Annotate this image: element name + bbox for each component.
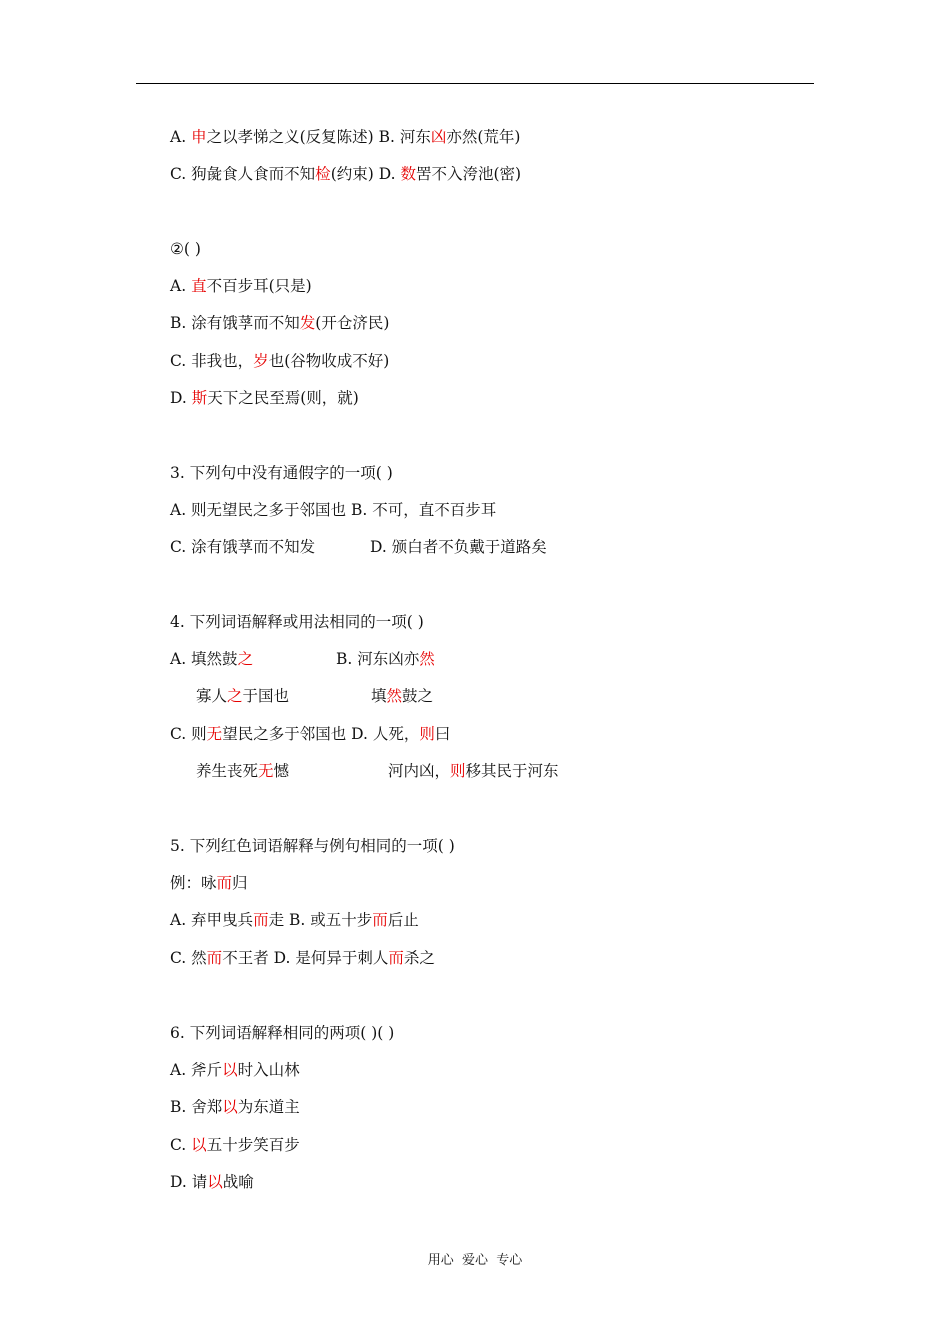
text-segment: 为东道主 — [237, 1098, 300, 1116]
text-segment: 战喻 — [222, 1173, 254, 1191]
highlighted-word: 则 — [450, 762, 466, 780]
highlighted-word: 之 — [227, 687, 243, 705]
question-6-heading — [170, 1023, 394, 1043]
highlighted-word: 申 — [191, 128, 207, 146]
question-2-1-options-cd — [170, 164, 521, 184]
text-segment: C. 非我也， — [170, 352, 254, 370]
text-segment: 之以孝悌之义(反复陈述) B. 河东 — [206, 128, 431, 146]
question-4-option-a-line2 — [196, 686, 289, 706]
text-segment: 6. 下列词语解释相同的两项( )( ) — [170, 1024, 395, 1042]
text-segment: C. — [170, 1136, 192, 1154]
text-segment: 憾 — [273, 762, 290, 780]
highlighted-word: 则 — [419, 725, 435, 743]
text-segment: A. — [170, 128, 192, 146]
question-6-option-c — [170, 1135, 300, 1155]
text-segment: C. 则 — [170, 725, 207, 743]
question-2-1-options-ab — [170, 127, 520, 147]
text-segment: 河内凶， — [388, 762, 451, 780]
highlighted-word: 而 — [388, 949, 404, 967]
highlighted-word: 无 — [258, 762, 274, 780]
text-segment: 归 — [232, 874, 248, 892]
question-5-options-cd — [170, 948, 435, 968]
text-segment: A. 弃甲曳兵 — [170, 911, 254, 929]
question-5-heading — [170, 836, 455, 856]
text-segment: 填 — [371, 687, 387, 705]
text-segment: 曰 — [434, 725, 451, 743]
question-2-2-option-d — [170, 388, 359, 408]
question-6-option-b — [170, 1097, 300, 1117]
question-2-2-option-c — [170, 351, 389, 371]
highlighted-word: 检 — [315, 165, 331, 183]
text-segment: 也(谷物收成不好) — [268, 352, 390, 370]
question-6-option-d — [170, 1172, 254, 1192]
text-segment: 养生丧死 — [196, 762, 259, 780]
text-segment: A. 斧斤 — [170, 1061, 223, 1079]
question-4-option-d-line2 — [388, 761, 559, 781]
question-4-option-b-line2 — [371, 686, 433, 706]
highlighted-word: 而 — [206, 949, 223, 967]
text-segment: (约束) D. — [330, 165, 401, 183]
text-segment: 鼓之 — [402, 687, 434, 705]
text-segment: D. 请 — [170, 1173, 208, 1191]
highlighted-word: 以 — [207, 1173, 223, 1191]
highlighted-word: 凶 — [430, 128, 447, 146]
highlighted-word: 然 — [386, 687, 403, 705]
text-segment: ②( ) — [170, 240, 201, 258]
highlighted-word: 斯 — [191, 389, 208, 407]
text-segment: 不王者 D. 是何异于刺人 — [222, 949, 389, 967]
text-segment: 望民之多于邻国也 D. 人死， — [222, 725, 420, 743]
text-segment: 于国也 — [242, 687, 290, 705]
question-3-option-c — [170, 537, 315, 557]
question-4-heading — [170, 612, 424, 632]
question-4-option-c-line2 — [196, 761, 289, 781]
highlighted-word: 以 — [222, 1061, 238, 1079]
highlighted-word: 直 — [191, 277, 207, 295]
text-segment: C. 涂有饿莩而不知发 — [170, 538, 316, 556]
text-segment: A. 填然鼓 — [170, 650, 238, 668]
highlighted-word: 以 — [191, 1136, 207, 1154]
highlighted-word: 然 — [419, 650, 435, 668]
text-segment: C. 然 — [170, 949, 207, 967]
highlighted-word: 之 — [237, 650, 254, 668]
highlighted-word: 岁 — [253, 352, 269, 370]
highlighted-word: 数 — [400, 165, 416, 183]
text-segment: 杀之 — [403, 949, 435, 967]
question-3-option-d — [370, 537, 547, 557]
page-footer: 用心 爱心 专心 — [427, 1253, 523, 1268]
question-5-options-ab — [170, 910, 419, 930]
text-segment: 五十步笑百步 — [206, 1136, 300, 1154]
question-5-example — [170, 873, 248, 893]
highlighted-word: 发 — [299, 314, 316, 332]
highlighted-word: 而 — [372, 911, 388, 929]
text-segment: 3. 下列句中没有通假字的一项( ) — [170, 464, 393, 482]
text-segment: 4. 下列词语解释或用法相同的一项( ) — [170, 613, 424, 631]
header-rule — [136, 83, 814, 84]
highlighted-word: 而 — [216, 874, 233, 892]
question-3-options-ab — [170, 500, 496, 520]
text-segment: 走 B. 或五十步 — [268, 911, 373, 929]
question-4-option-a — [170, 649, 253, 669]
highlighted-word: 而 — [253, 911, 269, 929]
question-3-heading — [170, 463, 393, 483]
highlighted-word: 以 — [222, 1098, 238, 1116]
question-4-option-b — [336, 649, 435, 669]
text-segment: 后止 — [387, 911, 419, 929]
text-segment: B. 河东凶亦 — [336, 650, 420, 668]
highlighted-word: 无 — [206, 725, 223, 743]
text-segment: A. — [170, 277, 192, 295]
text-segment: 寡人 — [196, 687, 228, 705]
text-segment: D. — [170, 389, 192, 407]
question-2-2-option-a — [170, 276, 312, 296]
text-segment: A. 则无望民之多于邻国也 B. 不可，直不百步耳 — [170, 501, 497, 519]
text-segment: 例：咏 — [170, 874, 217, 892]
text-segment: B. 舍郑 — [170, 1098, 223, 1116]
text-segment: 天下之民至焉(则，就) — [207, 389, 359, 407]
text-segment: B. 涂有饿莩而不知 — [170, 314, 300, 332]
question-2-2-option-b — [170, 313, 389, 333]
text-segment: 亦然(荒年) — [446, 128, 521, 146]
text-segment: 时入山林 — [237, 1061, 300, 1079]
question-2-2-heading — [170, 239, 201, 259]
text-segment: 罟不入洿池(密) — [415, 165, 522, 183]
text-segment: C. 狗彘食人食而不知 — [170, 165, 316, 183]
text-segment: 移其民于河东 — [465, 762, 559, 780]
text-segment: 不百步耳(只是) — [206, 277, 312, 295]
text-segment: (开仓济民) — [315, 314, 390, 332]
question-6-option-a — [170, 1060, 300, 1080]
text-segment: 5. 下列红色词语解释与例句相同的一项( ) — [170, 837, 455, 855]
text-segment: D. 颁白者不负戴于道路矣 — [370, 538, 547, 556]
question-4-options-cd — [170, 724, 450, 744]
